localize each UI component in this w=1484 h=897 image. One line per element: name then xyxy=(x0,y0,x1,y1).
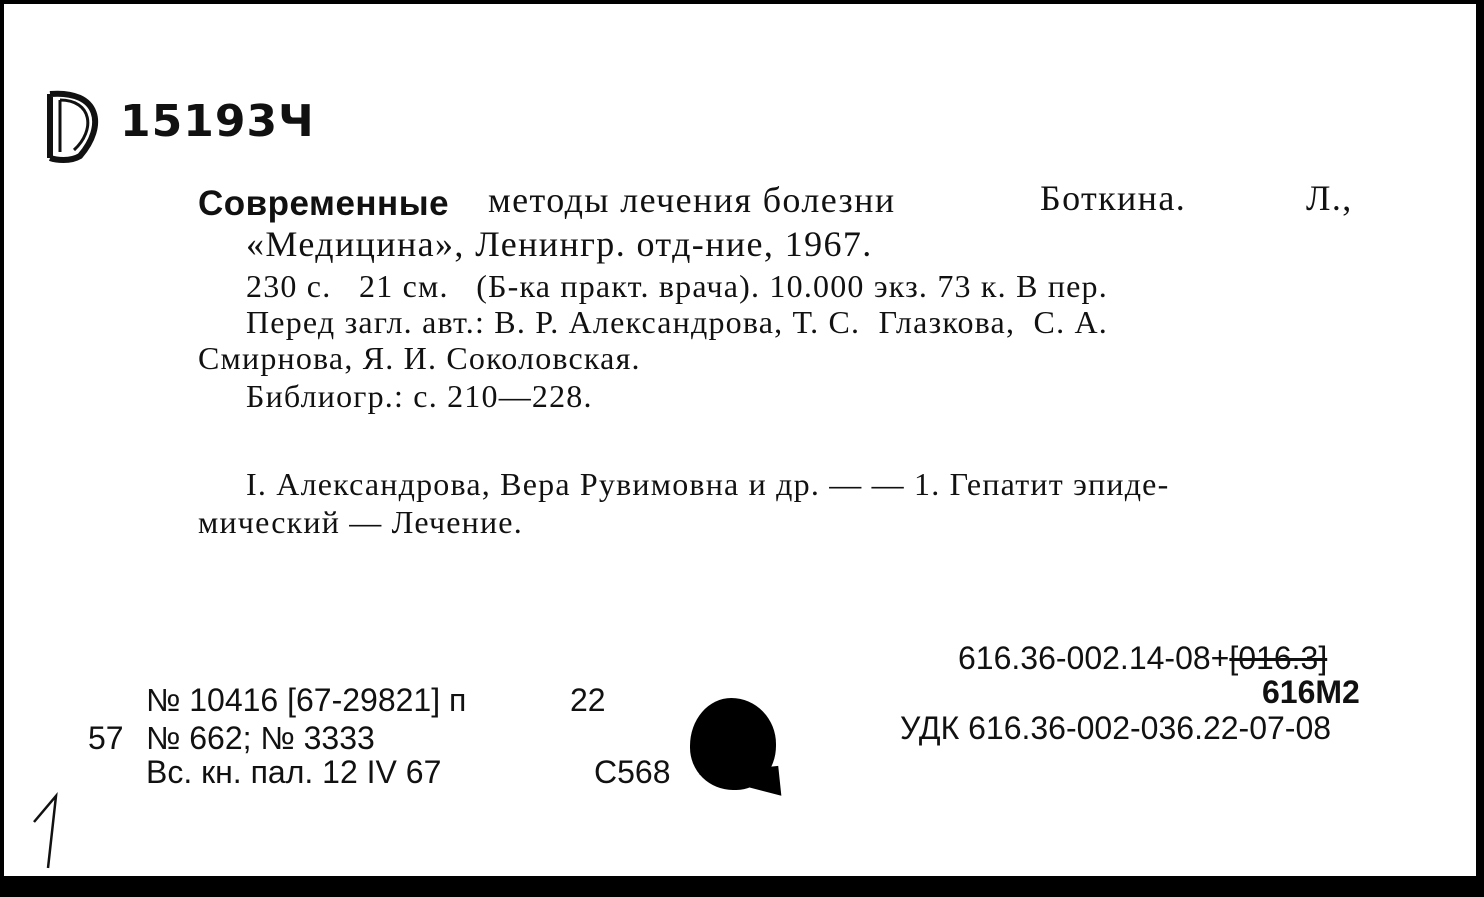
class-code-2: 616М2 xyxy=(1262,674,1360,710)
bottom-strip xyxy=(0,876,1484,897)
udk-code: УДК 616.36-002-036.22-07-08 xyxy=(900,710,1332,746)
class-code-struck: [016.3] xyxy=(1229,640,1328,676)
subject-line-2: мический — Лечение. xyxy=(198,504,523,540)
publisher-line: «Медицина», Ленингр. отд-ние, 1967. xyxy=(246,224,873,264)
handwritten-number: 15193Ч xyxy=(120,96,315,147)
place: Л., xyxy=(1306,178,1353,218)
physical-description: 230 с. 21 см. (Б-ка практ. врача). 10.000 экз. 73 к. В пер. xyxy=(246,268,1108,304)
order-number: № 10416 [67-29821] п xyxy=(146,682,467,718)
title-bold: Современные xyxy=(198,184,450,223)
order-number-count: 22 xyxy=(570,682,606,718)
authors-line: Перед загл. авт.: В. Р. Александрова, Т. С. Глазкова, С. А. xyxy=(246,304,1108,340)
class-code-line xyxy=(958,642,1327,674)
class-code-main: 616.36-002.14-08+ xyxy=(958,640,1230,676)
cutter-code: С568 xyxy=(594,754,671,790)
title-rest: методы лечения болезни xyxy=(488,180,896,220)
subject-line-1: I. Александрова, Вера Рувимовна и др. — — 1. Гепатит эпиде- xyxy=(246,466,1170,502)
order-prefix: 57 xyxy=(88,720,124,756)
title-author: Боткина. xyxy=(1040,178,1187,218)
bibliography-note: Библиогр.: с. 210—228. xyxy=(246,378,593,414)
authors-line-cont: Смирнова, Я. И. Соколовская. xyxy=(198,340,641,376)
d-letter-icon xyxy=(40,86,108,166)
handwritten-one-icon xyxy=(28,792,68,872)
chamber-date: Вс. кн. пал. 12 IV 67 xyxy=(146,754,442,790)
order-registry: № 662; № 3333 xyxy=(146,720,375,756)
